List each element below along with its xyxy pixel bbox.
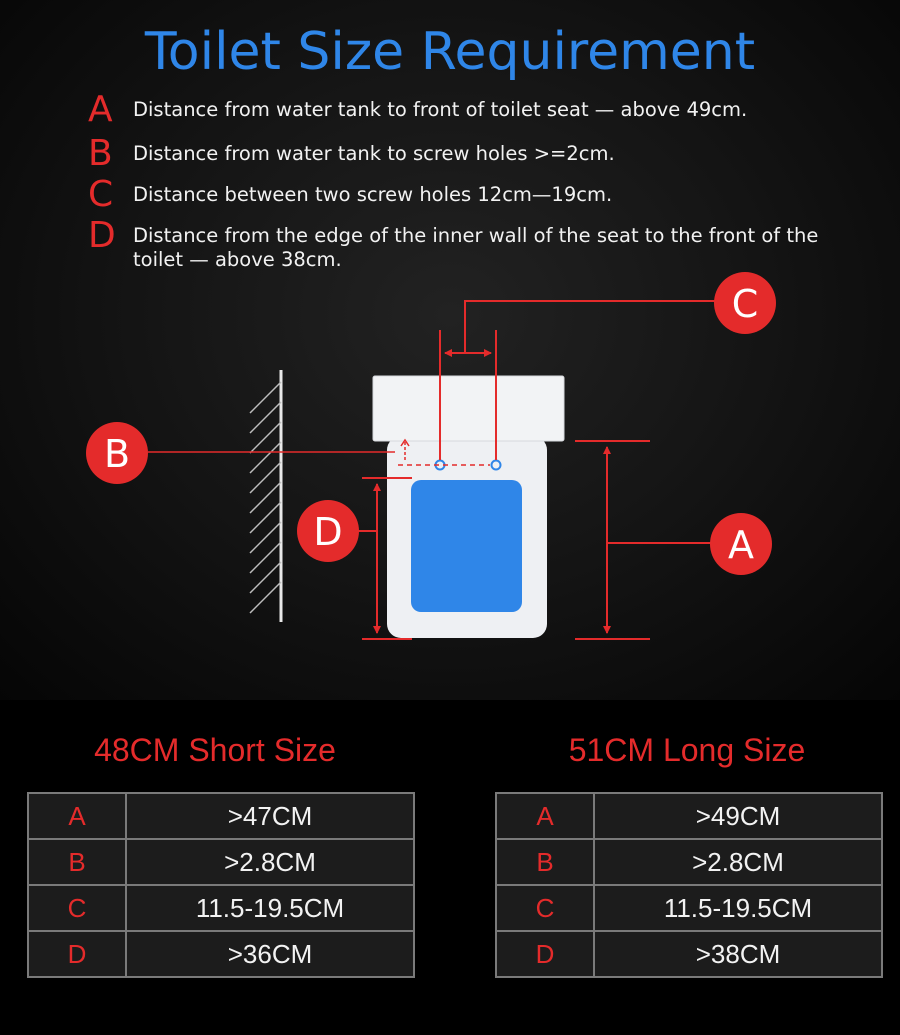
table-row <box>496 793 882 839</box>
requirement-letter: A <box>88 89 113 130</box>
table-key: C <box>496 885 594 931</box>
requirement-letter: B <box>88 133 113 174</box>
water-tank <box>373 376 564 441</box>
requirement-letter: D <box>88 215 116 256</box>
table-value: 11.5-19.5CM <box>594 885 882 931</box>
dimension-b <box>148 440 409 462</box>
table-value: 11.5-19.5CM <box>126 885 414 931</box>
callout-b-label: B <box>103 432 131 476</box>
requirement-text: Distance from the edge of the inner wall of the seat to the front of the toilet — above 38cm. <box>133 224 819 271</box>
short-size-table <box>27 792 415 978</box>
wall <box>250 370 281 622</box>
page-title: Toilet Size Requirement <box>144 22 756 82</box>
table-value: >49CM <box>594 793 882 839</box>
callout-b <box>86 422 148 484</box>
requirement-text: Distance between two screw holes 12cm—19cm. <box>133 183 613 206</box>
table-value: >2.8CM <box>126 839 414 885</box>
table-value: >38CM <box>594 931 882 977</box>
callout-c-label: C <box>731 282 759 326</box>
short-size-title: 48CM Short Size <box>94 732 336 768</box>
table-row <box>28 885 414 931</box>
long-size-title: 51CM Long Size <box>568 732 806 768</box>
table-key: C <box>28 885 126 931</box>
long-size-table <box>495 792 883 978</box>
table-row <box>496 931 882 977</box>
requirement-text: Distance from water tank to front of toilet seat — above 49cm. <box>133 98 748 121</box>
table-value: >2.8CM <box>594 839 882 885</box>
table-key: B <box>496 839 594 885</box>
callout-d-label: D <box>313 510 343 554</box>
table-row <box>496 885 882 931</box>
callout-a <box>710 513 772 575</box>
table-key: D <box>28 931 126 977</box>
table-row <box>28 839 414 885</box>
table-row <box>28 793 414 839</box>
table-key: A <box>496 793 594 839</box>
table-row <box>28 931 414 977</box>
table-row <box>496 839 882 885</box>
requirement-text: Distance from water tank to screw holes >=2cm. <box>133 142 615 165</box>
callout-d <box>297 500 359 562</box>
dimension-a <box>575 441 712 639</box>
table-value: >36CM <box>126 931 414 977</box>
table-key: B <box>28 839 126 885</box>
table-value: >47CM <box>126 793 414 839</box>
callout-c <box>714 272 776 334</box>
table-key: A <box>28 793 126 839</box>
requirement-letter: C <box>88 174 114 215</box>
table-key: D <box>496 931 594 977</box>
seat-opening <box>411 480 522 612</box>
callout-a-label: A <box>728 523 754 567</box>
